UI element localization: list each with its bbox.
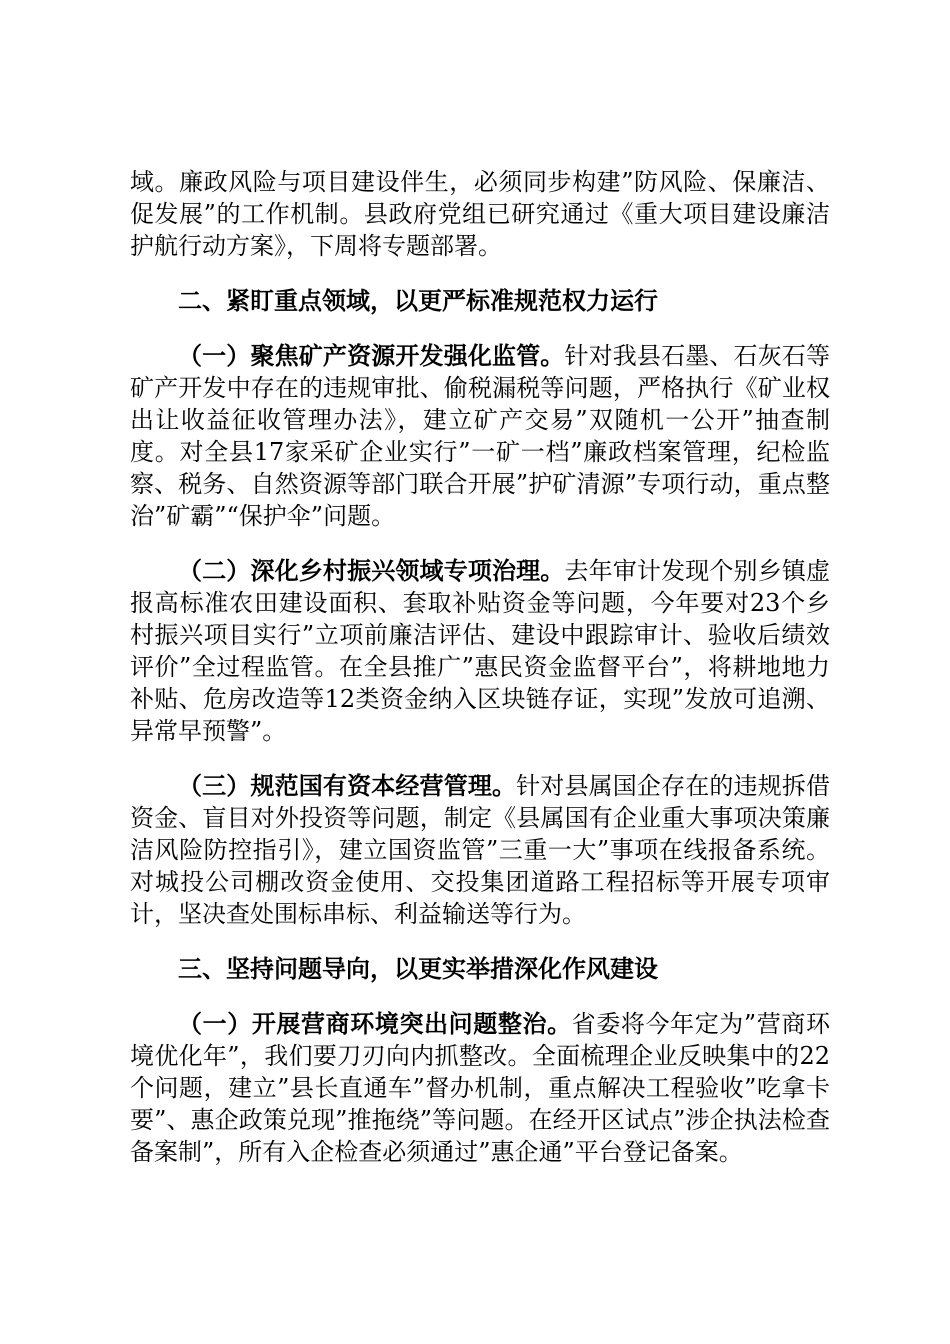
section-2-item-1-lead: （一）聚焦矿产资源开发强化监管。 — [178, 342, 565, 370]
document-page — [130, 166, 830, 1191]
section-3-item-1-body: 省委将今年定为”营商环境优化年”，我们要刀刃向内抓整改。全面梳理企业反映集中的22个问题，建立”县长直通车”督办机制，重点解决工程验收”吃拿卡要”、惠企政策兑现”推拖绕”等问题。在经开区试点”涉企执法检查备案制”，所有入企检查必须通过”惠企通”平台登记备案。 — [130, 1010, 830, 1166]
section-3-item-1 — [130, 1008, 830, 1168]
section-2-item-3-body: 针对县属国企存在的违规拆借资金、盲目对外投资等问题，制定《县属国有企业重大事项决策廉洁风险防控指引》，建立国资监管”三重一大”事项在线报备系统。对城投公司棚改资金使用、交投集团道路工程招标等开展专项审计，坚决查处围标串标、利益输送等行为。 — [130, 772, 831, 928]
intro-paragraph: 域。廉政风险与项目建设伴生，必须同步构建”防风险、保廉洁、促发展”的工作机制。县政府党组已研究通过《重大项目建设廉洁护航行动方案》，下周将专题部署。 — [130, 168, 830, 260]
section-2-heading: 二、紧盯重点领域，以更严标准规范权力运行 — [178, 287, 658, 315]
section-2-item-1-body: 针对我县石墨、石灰石等矿产开发中存在的违规审批、偷税漏税等问题，严格执行《矿业权出让收益征收管理办法》，建立矿产交易”双随机一公开”抽查制度。对全县17家采矿企业实行”一矿一档”廉政档案管理，纪检监察、税务、自然资源等部门联合开展”护矿清源”专项行动，重点整治”矿霸”“保护伞”问题。 — [130, 342, 831, 530]
section-2-item-2 — [130, 555, 830, 747]
section-3-item-1-lead: （一）开展营商环境突出问题整治。 — [178, 1010, 572, 1038]
section-2-item-2-lead: （二）深化乡村振兴领域专项治理。 — [178, 557, 565, 585]
section-3-heading: 三、坚持问题导向，以更实举措深化作风建设 — [178, 955, 658, 983]
section-2-item-1 — [130, 340, 830, 532]
section-2-item-3 — [130, 770, 830, 930]
section-2-item-2-body: 去年审计发现个别乡镇虚报高标准农田建设面积、套取补贴资金等问题，今年要对23个乡村振兴项目实行”立项前廉洁评估、建设中跟踪审计、验收后绩效评价”全过程监管。在全县推广”惠民资金监督平台”，将耕地地力补贴、危房改造等12类资金纳入区块链存证，实现”发放可追溯、异常早预警”。 — [130, 557, 831, 745]
section-2-item-3-lead: （三）规范国有资本经营管理。 — [178, 772, 517, 800]
